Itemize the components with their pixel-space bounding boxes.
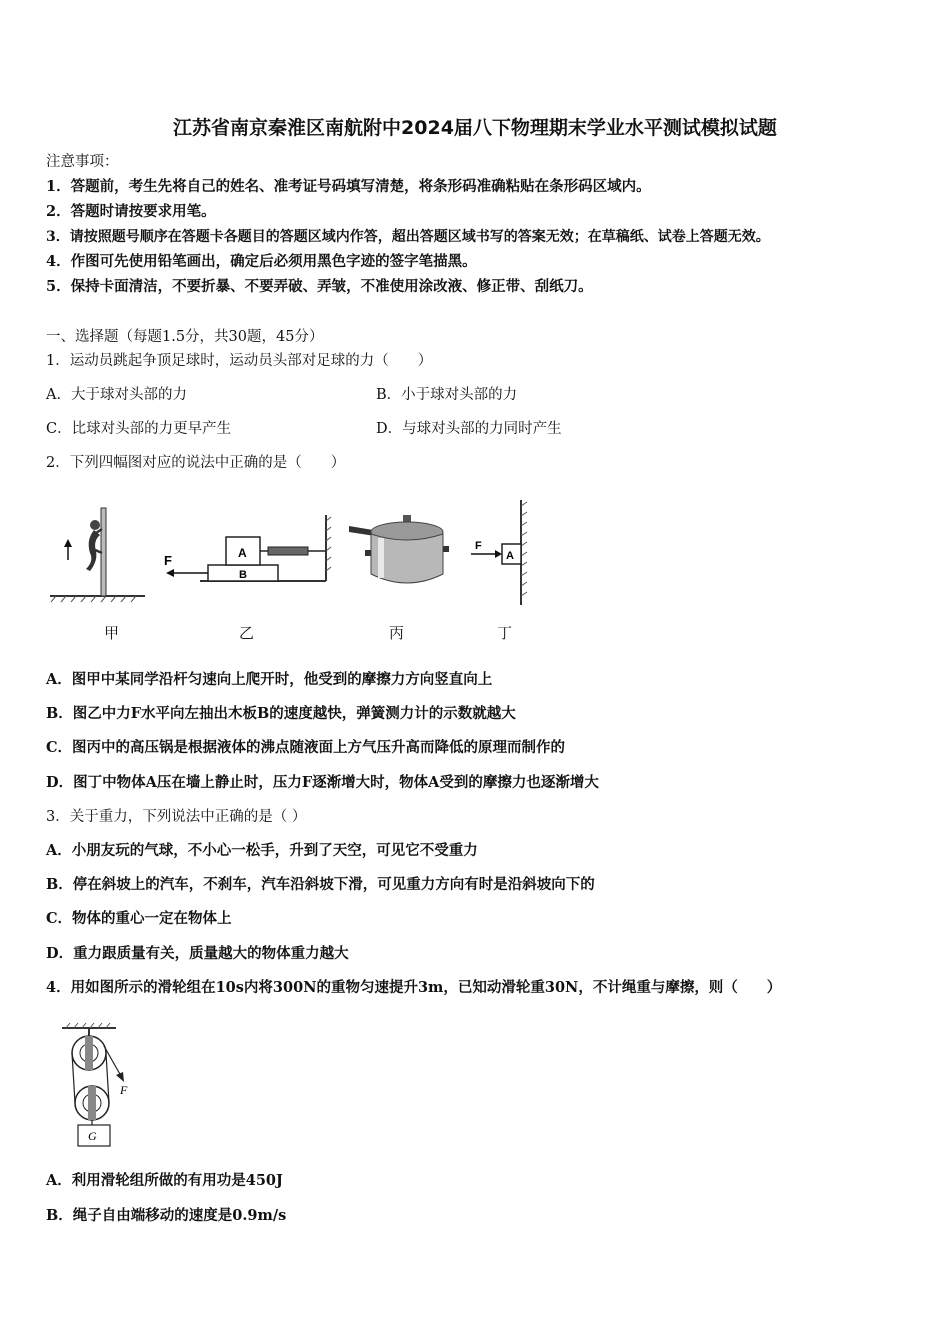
question-3-option-b: B．停在斜坡上的汽车，不刹车，汽车沿斜坡下滑，可见重力方向有时是沿斜坡向下的 <box>46 876 595 893</box>
question-3-option-a: A．小朋友玩的气球，不小心一松手，升到了天空，可见它不受重力 <box>46 842 478 859</box>
notice-item: 1．答题前，考生先将自己的姓名、准考证号码填写清楚，将条形码准确粘贴在条形码区域内。 <box>46 178 651 195</box>
question-3-option-d: D．重力跟质量有关，质量越大的物体重力越大 <box>46 945 349 962</box>
force-label-f: F <box>475 540 482 552</box>
question-1-option-c: C．比球对头部的力更早产生 <box>46 421 232 437</box>
question-2-stem: 2．下列四幅图对应的说法中正确的是（ ） <box>46 455 346 471</box>
page-title: 江苏省南京秦淮区南航附中2024届八下物理期末学业水平测试模拟试题 <box>173 117 777 139</box>
question-3-option-c: C．物体的重心一定在物体上 <box>46 910 232 927</box>
figure-caption-bing: 丙 <box>389 624 405 642</box>
pressure-cooker-figure <box>345 512 450 592</box>
question-1-option-d: D．与球对头部的力同时产生 <box>376 421 562 437</box>
section-heading: 一、选择题（每题1.5分，共30题，45分） <box>46 329 324 345</box>
block-label-a: A <box>238 546 247 560</box>
notice-item: 4．作图可先使用铅笔画出，确定后必须用黑色字迹的签字笔描黑。 <box>46 253 477 270</box>
notice-item: 2．答题时请按要求用笔。 <box>46 203 216 220</box>
climbing-pole-figure <box>50 505 150 605</box>
block-on-wall-figure <box>465 500 535 610</box>
question-1-stem: 1．运动员跳起争顶足球时，运动员头部对足球的力（ ） <box>46 353 433 369</box>
question-2-option-c: C．图丙中的高压锅是根据液体的沸点随液面上方气压升高而降低的原理而制作的 <box>46 739 566 756</box>
notice-item: 3．请按照题号顺序在答题卡各题目的答题区域内作答，超出答题区域书写的答案无效；在草稿纸、试卷上答题无效。 <box>46 229 770 245</box>
force-label-f: F <box>120 1083 128 1097</box>
force-label-f: F <box>164 553 172 568</box>
question-1-option-b: B．小于球对头部的力 <box>376 387 518 403</box>
figure-caption-ding: 丁 <box>497 624 513 642</box>
block-label-a: A <box>506 550 514 562</box>
question-2-option-d: D．图丁中物体A压在墙上静止时，压力F逐渐增大时，物体A受到的摩擦力也逐渐增大 <box>46 774 599 791</box>
figure-caption-jia: 甲 <box>104 624 120 642</box>
block-label-b: B <box>239 569 247 581</box>
question-2-option-b: B．图乙中力F水平向左抽出木板B的速度越快，弹簧测力计的示数就越大 <box>46 705 516 722</box>
question-1-option-a: A．大于球对头部的力 <box>46 387 187 403</box>
question-2-option-a: A．图甲中某同学沿杆匀速向上爬开时，他受到的摩擦力方向竖直向上 <box>46 671 493 688</box>
question-3-stem: 3．关于重力，下列说法中正确的是（ ） <box>46 809 307 825</box>
question-4-option-b: B．绳子自由端移动的速度是0.9m/s <box>46 1207 287 1224</box>
weight-label-g: G <box>88 1129 97 1143</box>
figure-caption-yi: 乙 <box>239 624 255 642</box>
question-4-stem: 4．用如图所示的滑轮组在10s内将300N的重物匀速提升3m，已知动滑轮重30N，不计绳重与摩擦，则（ ） <box>46 979 782 996</box>
question-4-option-a: A．利用滑轮组所做的有用功是450J <box>46 1172 283 1189</box>
notice-heading: 注意事项： <box>46 154 119 170</box>
notice-item: 5．保持卡面清洁，不要折暴、不要弄破、弄皱，不准使用涂改液、修正带、刮纸刀。 <box>46 278 593 295</box>
pulley-system-figure <box>58 1022 148 1150</box>
spring-scale-blocks-figure <box>160 515 335 590</box>
